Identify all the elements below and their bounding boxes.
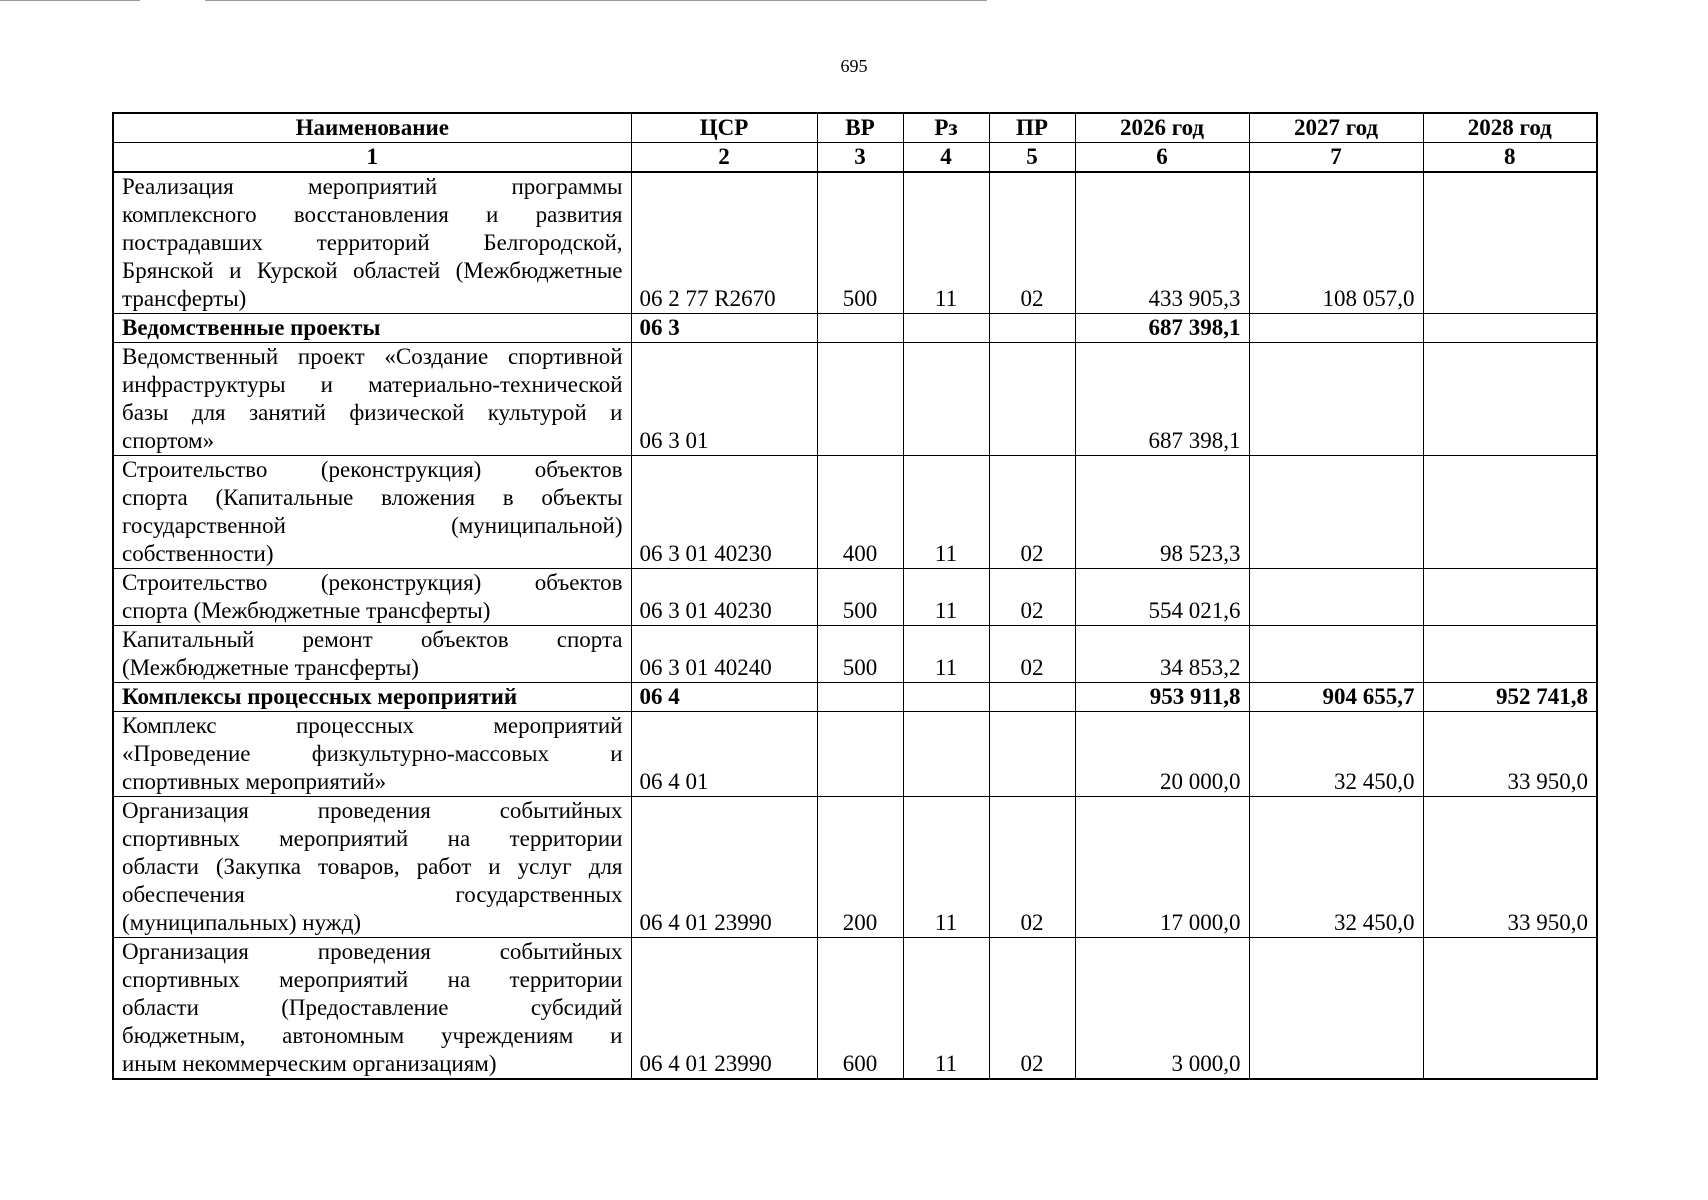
row-name-line: Строительство (реконструкция) объектов (122, 457, 623, 482)
row-name-line: области (Предоставление субсидий (122, 995, 623, 1020)
row-name-line: Строительство (реконструкция) объектов (122, 570, 623, 595)
row-2027-cell (1249, 626, 1423, 683)
row-name-line: комплексного восстановления и развития (122, 202, 623, 227)
row-name-line: пострадавших территорий Белгородской, (122, 230, 623, 255)
row-2026-cell: 34 853,2 (1075, 626, 1249, 683)
row-vr-cell (817, 314, 903, 343)
row-name-line: бюджетным, автономным учреждениям и (122, 1023, 623, 1048)
row-csr-cell: 06 3 01 40230 (631, 456, 817, 569)
row-pr-cell: 02 (989, 172, 1075, 314)
row-csr-cell: 06 4 01 23990 (631, 797, 817, 938)
row-name-cell (113, 938, 631, 1080)
row-name-line: спорта (Межбюджетные трансферты) (122, 598, 491, 623)
row-name-line: Брянской и Курской областей (Межбюджетные (122, 258, 623, 283)
row-2026-cell: 3 000,0 (1075, 938, 1249, 1080)
column-header-2027: 2027 год (1249, 113, 1423, 143)
row-2027-cell: 904 655,7 (1249, 683, 1423, 712)
row-2026-cell: 17 000,0 (1075, 797, 1249, 938)
row-name-cell (113, 797, 631, 938)
table-row (113, 683, 1597, 712)
budget-table (112, 112, 1598, 1080)
row-2028-cell (1423, 569, 1597, 626)
row-pr-cell: 02 (989, 797, 1075, 938)
column-header-2028: 2028 год (1423, 113, 1597, 143)
row-name-line: Ведомственные проекты (122, 315, 381, 340)
row-vr-cell: 400 (817, 456, 903, 569)
row-name-line: Реализация мероприятий программы (122, 174, 623, 199)
row-csr-cell: 06 4 01 23990 (631, 938, 817, 1080)
row-rz-cell: 11 (903, 938, 989, 1080)
row-vr-cell (817, 343, 903, 456)
row-2028-cell (1423, 938, 1597, 1080)
row-rz-cell: 11 (903, 172, 989, 314)
row-2027-cell (1249, 938, 1423, 1080)
table-row (113, 343, 1597, 456)
row-pr-cell: 02 (989, 938, 1075, 1080)
table-row (113, 712, 1597, 797)
table-row (113, 569, 1597, 626)
row-name-cell (113, 343, 631, 456)
row-rz-cell: 11 (903, 797, 989, 938)
row-name-line: Ведомственный проект «Создание спортивной (122, 344, 623, 369)
row-name-cell (113, 712, 631, 797)
row-name-line: спортом» (122, 428, 215, 453)
row-name-line: спортивных мероприятий на территории (122, 826, 623, 851)
row-2028-cell (1423, 456, 1597, 569)
row-vr-cell: 500 (817, 626, 903, 683)
row-csr-cell: 06 4 (631, 683, 817, 712)
row-rz-cell (903, 683, 989, 712)
column-number: 4 (903, 143, 989, 173)
row-name-line: (Межбюджетные трансферты) (122, 655, 419, 680)
column-header-name: Наименование (113, 113, 631, 143)
row-name-line: Капитальный ремонт объектов спорта (122, 627, 623, 652)
column-header-csr: ЦСР (631, 113, 817, 143)
row-vr-cell (817, 712, 903, 797)
row-name-line: (муниципальных) нужд) (122, 910, 362, 935)
row-2027-cell: 32 450,0 (1249, 797, 1423, 938)
table-row (113, 797, 1597, 938)
scan-edge-line (0, 0, 140, 1)
table-row (113, 626, 1597, 683)
row-name-line: спорта (Капитальные вложения в объекты (122, 485, 623, 510)
row-pr-cell: 02 (989, 456, 1075, 569)
row-2028-cell (1423, 343, 1597, 456)
row-2027-cell (1249, 343, 1423, 456)
row-name-line: базы для занятий физической культурой и (122, 400, 623, 425)
row-name-line: Комплексы процессных мероприятий (122, 684, 518, 709)
scan-edge-line (205, 0, 987, 1)
row-rz-cell (903, 712, 989, 797)
row-rz-cell: 11 (903, 626, 989, 683)
row-csr-cell: 06 4 01 (631, 712, 817, 797)
column-number-row (113, 143, 1597, 173)
row-vr-cell: 200 (817, 797, 903, 938)
column-header-rz: Рз (903, 113, 989, 143)
column-number: 6 (1075, 143, 1249, 173)
column-header-pr: ПР (989, 113, 1075, 143)
row-2026-cell: 98 523,3 (1075, 456, 1249, 569)
table-row (113, 314, 1597, 343)
row-2027-cell (1249, 456, 1423, 569)
column-header-2026: 2026 год (1075, 113, 1249, 143)
row-rz-cell: 11 (903, 569, 989, 626)
row-rz-cell (903, 314, 989, 343)
row-name-line: собственности) (122, 541, 274, 566)
row-csr-cell: 06 2 77 R2670 (631, 172, 817, 314)
row-2027-cell: 32 450,0 (1249, 712, 1423, 797)
row-2026-cell: 554 021,6 (1075, 569, 1249, 626)
row-name-line: Организация проведения событийных (122, 798, 623, 823)
column-number: 8 (1423, 143, 1597, 173)
column-number: 2 (631, 143, 817, 173)
row-2028-cell: 33 950,0 (1423, 712, 1597, 797)
row-csr-cell: 06 3 01 40240 (631, 626, 817, 683)
row-name-line: спортивных мероприятий на территории (122, 967, 623, 992)
row-2028-cell: 33 950,0 (1423, 797, 1597, 938)
row-name-cell (113, 314, 631, 343)
row-name-line: инфраструктуры и материально-технической (122, 372, 623, 397)
row-2027-cell (1249, 314, 1423, 343)
column-header-vr: ВР (817, 113, 903, 143)
row-pr-cell: 02 (989, 626, 1075, 683)
column-number: 7 (1249, 143, 1423, 173)
row-csr-cell: 06 3 01 40230 (631, 569, 817, 626)
row-vr-cell (817, 683, 903, 712)
row-2026-cell: 687 398,1 (1075, 343, 1249, 456)
row-vr-cell: 600 (817, 938, 903, 1080)
row-name-cell (113, 569, 631, 626)
row-name-cell (113, 172, 631, 314)
row-name-line: государственной (муниципальной) (122, 513, 623, 538)
row-name-line: области (Закупка товаров, работ и услуг для (122, 854, 623, 879)
row-csr-cell: 06 3 01 (631, 343, 817, 456)
row-2026-cell: 433 905,3 (1075, 172, 1249, 314)
column-number: 1 (113, 143, 631, 173)
table-row (113, 456, 1597, 569)
row-2028-cell (1423, 314, 1597, 343)
row-pr-cell (989, 314, 1075, 343)
row-csr-cell: 06 3 (631, 314, 817, 343)
row-name-cell (113, 456, 631, 569)
row-name-line: спортивных мероприятий» (122, 769, 387, 794)
row-2028-cell (1423, 172, 1597, 314)
row-2026-cell: 953 911,8 (1075, 683, 1249, 712)
row-2028-cell (1423, 626, 1597, 683)
row-pr-cell (989, 683, 1075, 712)
row-2028-cell: 952 741,8 (1423, 683, 1597, 712)
row-vr-cell: 500 (817, 172, 903, 314)
column-number: 3 (817, 143, 903, 173)
row-name-line: иным некоммерческим организациям) (122, 1051, 497, 1076)
table-row (113, 172, 1597, 314)
row-2026-cell: 20 000,0 (1075, 712, 1249, 797)
row-name-line: Организация проведения событийных (122, 939, 623, 964)
row-pr-cell: 02 (989, 569, 1075, 626)
row-pr-cell (989, 343, 1075, 456)
row-pr-cell (989, 712, 1075, 797)
row-rz-cell: 11 (903, 456, 989, 569)
row-2026-cell: 687 398,1 (1075, 314, 1249, 343)
row-name-line: трансферты) (122, 286, 247, 311)
row-rz-cell (903, 343, 989, 456)
row-name-line: обеспечения государственных (122, 882, 623, 907)
row-name-cell (113, 683, 631, 712)
row-name-line: Комплекс процессных мероприятий (122, 713, 623, 738)
row-name-line: «Проведение физкультурно-массовых и (122, 741, 623, 766)
row-2027-cell: 108 057,0 (1249, 172, 1423, 314)
row-name-cell (113, 626, 631, 683)
row-2027-cell (1249, 569, 1423, 626)
table-row (113, 938, 1597, 1080)
row-vr-cell: 500 (817, 569, 903, 626)
header-row (113, 113, 1597, 143)
column-number: 5 (989, 143, 1075, 173)
page-number: 695 (840, 56, 868, 76)
